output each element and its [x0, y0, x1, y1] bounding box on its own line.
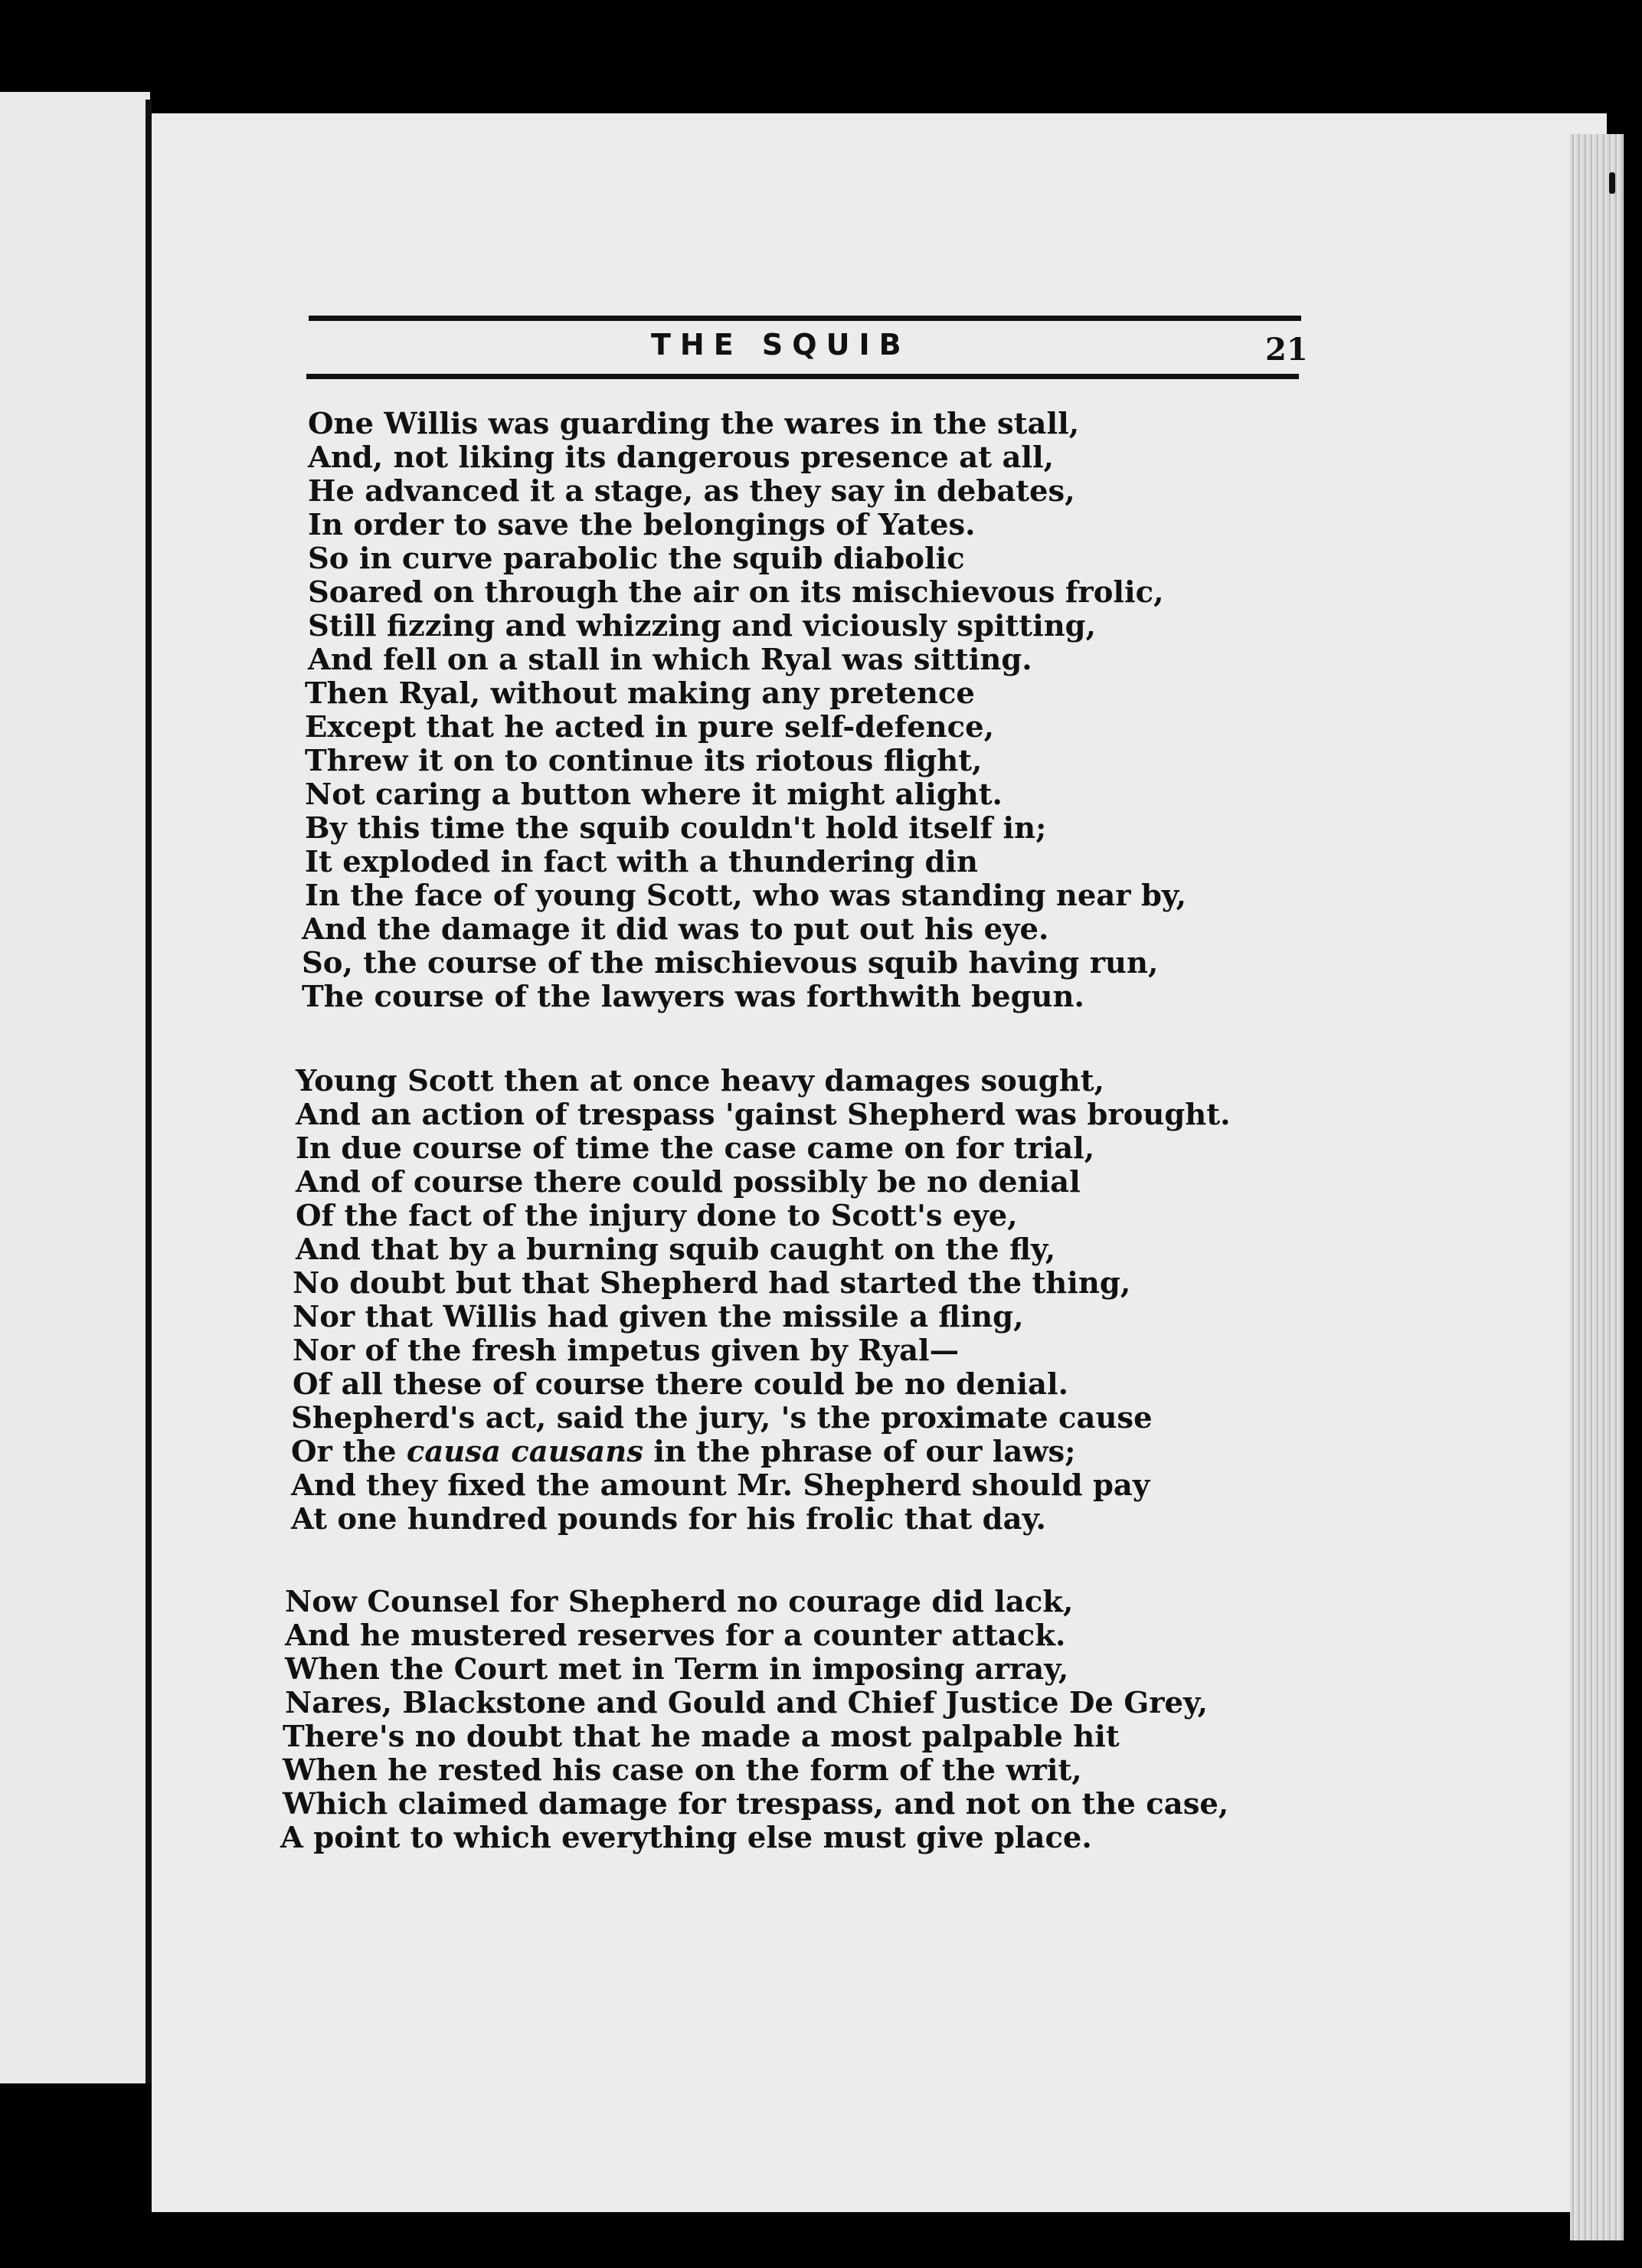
binding-gutter	[146, 100, 152, 2083]
page-number: 21	[1265, 332, 1308, 368]
verse-line: In due course of time the case came on for trial,	[296, 1131, 1095, 1166]
stanza-3	[280, 1585, 1229, 1855]
verse-line: It exploded in fact with a thundering din	[305, 845, 978, 879]
verse-line: Threw it on to continue its riotous flight,	[305, 744, 983, 778]
verse-line: A point to which everything else must give place.	[280, 1821, 1092, 1855]
verse-line: And he mustered reserves for a counter attack.	[285, 1618, 1066, 1653]
verse-line: In order to save the belongings of Yates.	[308, 508, 976, 542]
verse-line: Still fizzing and whizzing and viciously spitting,	[308, 609, 1097, 643]
verse-line: And an action of trespass 'gainst Shepherd was brought.	[296, 1098, 1231, 1132]
verse-line: By this time the squib couldn't hold itself in;	[305, 811, 1047, 846]
verse-line: Soared on through the air on its mischievous frolic,	[308, 575, 1164, 610]
verse-line: There's no doubt that he made a most palpable hit	[283, 1720, 1120, 1754]
verse-line: In the face of young Scott, who was standing near by,	[305, 879, 1186, 913]
verse-line: One Willis was guarding the wares in the stall,	[308, 407, 1080, 441]
verse-line: And the damage it did was to put out his eye.	[302, 912, 1049, 947]
verse-line: Of all these of course there could be no denial.	[293, 1367, 1068, 1402]
verse-line: Nor of the fresh impetus given by Ryal—	[293, 1334, 960, 1368]
verse-line: He advanced it a stage, as they say in debates,	[308, 474, 1075, 509]
verse-line: And that by a burning squib caught on the fly,	[296, 1232, 1056, 1267]
header-rule-bottom	[306, 374, 1299, 379]
verse-line: Then Ryal, without making any pretence	[305, 676, 975, 711]
verse-line: Except that he acted in pure self-defence,	[305, 710, 995, 745]
latin-phrase: causa causans	[406, 1435, 643, 1469]
verse-line: And, not liking its dangerous presence at all,	[308, 440, 1055, 475]
verse-line: Now Counsel for Shepherd no courage did lack,	[285, 1585, 1074, 1619]
stanza-2	[291, 1064, 1231, 1537]
running-title: THE SQUIB	[651, 328, 911, 362]
verse-line: And of course there could possibly be no denial	[296, 1165, 1081, 1199]
verse-line: And fell on a stall in which Ryal was sitting.	[308, 643, 1032, 677]
verse-line: Shepherd's act, said the jury, 's the proximate cause	[291, 1401, 1153, 1435]
header-rule-top	[309, 316, 1301, 321]
verse-line: Which claimed damage for trespass, and not on the case,	[283, 1787, 1229, 1821]
verse-line: Of the fact of the injury done to Scott's eye,	[296, 1199, 1018, 1233]
stanza-1	[302, 407, 1186, 1014]
verse-line: When he rested his case on the form of the writ,	[283, 1753, 1082, 1788]
verse-line: When the Court met in Term in imposing array,	[285, 1652, 1069, 1687]
verse-line: Nor that Willis had given the missile a fling,	[293, 1300, 1024, 1334]
verse-line: The course of the lawyers was forthwith begun.	[302, 980, 1084, 1014]
verse-line-with-latin	[291, 1435, 1230, 1469]
verse-line: No doubt but that Shepherd had started the thing,	[293, 1266, 1131, 1301]
facing-page-edge	[0, 92, 150, 2083]
verse-line: At one hundred pounds for his frolic that day.	[291, 1502, 1046, 1537]
line-text-after: in the phrase of our laws;	[643, 1435, 1076, 1469]
verse-line: Young Scott then at once heavy damages sought,	[296, 1064, 1104, 1098]
line-text-before: Or the	[291, 1435, 407, 1469]
verse-line: Nares, Blackstone and Gould and Chief Justice De Grey,	[285, 1686, 1209, 1720]
verse-line: Not caring a button where it might alight.	[305, 777, 1003, 812]
verse-line: And they fixed the amount Mr. Shepherd should pay	[291, 1468, 1150, 1503]
verse-line: So, the course of the mischievous squib having run,	[302, 946, 1159, 980]
page-stack-edge	[1570, 134, 1624, 2240]
edge-mark	[1609, 172, 1615, 194]
verse-line: So in curve parabolic the squib diabolic	[308, 542, 965, 576]
